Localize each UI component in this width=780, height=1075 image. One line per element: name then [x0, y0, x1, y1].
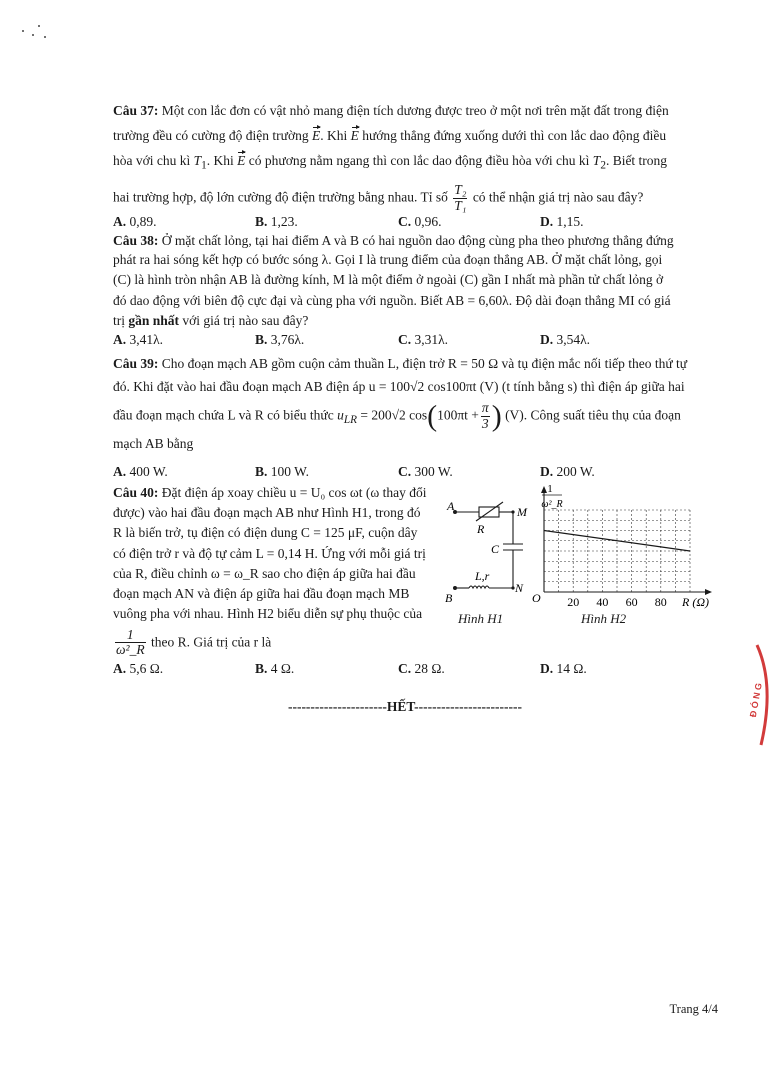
question-text: hòa với chu kì: [113, 153, 191, 169]
question-text: có thể nhận giá trị nào sau đây?: [472, 189, 644, 205]
y-label-numerator: 1: [547, 483, 553, 495]
symbol-t2: T: [592, 153, 601, 169]
math-expression: = 200√2 cos: [360, 407, 428, 423]
option-d[interactable]: D. 14 Ω.: [540, 661, 587, 676]
options-39: [113, 463, 713, 481]
label-n: N: [515, 581, 524, 595]
question-text: hướng thẳng đứng xuống dưới thì con lắc dao động điều: [362, 128, 667, 144]
question-text: được) vào hai đầu đoạn mạch AB như Hình H1, trong đó: [113, 505, 421, 521]
origin-label: O: [532, 591, 541, 605]
fraction-numerator: π: [481, 400, 489, 416]
question-text: . Khi: [206, 153, 234, 169]
question-text: theo R. Giá trị của r là: [150, 633, 272, 649]
node-b: [453, 586, 457, 590]
question-38: [113, 232, 713, 330]
x-axis-label: R (Ω): [682, 595, 709, 609]
question-text: với giá trị nào sau đây?: [182, 312, 309, 328]
label-c: C: [491, 542, 500, 556]
question-text: mạch AB bằng: [113, 436, 194, 452]
label-a: A: [447, 499, 455, 513]
options-37: [113, 213, 713, 231]
option-c[interactable]: C. 28 Ω.: [398, 661, 445, 676]
vector-e: E: [351, 127, 359, 145]
question-text: có điện trở r và độ tự cảm L = 0,14 H. Ứng với mỗi giá trị: [113, 545, 426, 561]
emphasis-text: gần nhất: [128, 312, 180, 328]
question-text: . Khi: [320, 128, 348, 144]
question-text: đó. Khi đặt vào hai đầu đoạn mạch AB điện áp u = 100√2 cos100πt (V) (t tính bằng s) thì điện áp giữa hai: [113, 379, 685, 395]
question-text: (V). Công suất tiêu thụ của đoạn: [505, 407, 681, 423]
x-tick-label: 20: [567, 595, 580, 609]
options-40: [113, 660, 713, 678]
question-40: [113, 484, 453, 658]
question-label: Câu 40:: [113, 485, 159, 500]
question-39: [113, 355, 713, 453]
question-text: trị: [113, 312, 125, 328]
circuit-diagram-h1: [445, 496, 535, 608]
question-text: vuông pha với nhau. Hình H2 biểu diễn sự phụ thuộc của: [113, 606, 423, 622]
label-b: B: [445, 591, 453, 605]
question-text: Đặt điện áp xoay chiều u = U₀ cos ωt (ω thay đổi: [161, 485, 427, 500]
fraction-denominator: ω²_R: [116, 642, 145, 658]
question-text: phát ra hai sóng kết hợp có bước sóng λ. Gọi I là trung điểm của đoạn thẳng AB. Ở mặt chất lỏng, gọi: [113, 252, 663, 268]
fraction-numerator: T₂: [454, 182, 467, 198]
option-d[interactable]: D. 1,15.: [540, 214, 584, 229]
caption-h2: Hình H2: [581, 611, 627, 626]
question-37: [113, 102, 713, 214]
option-a[interactable]: A. 0,89.: [113, 214, 157, 229]
math-expression: 100πt +: [437, 407, 479, 423]
end-marker: ----------------------HẾT------------------------: [287, 699, 523, 714]
label-r: R: [477, 522, 485, 536]
pi-over-three: [481, 401, 490, 432]
graph-h2: [530, 480, 715, 610]
options-38: [113, 331, 713, 349]
x-tick-label: 80: [654, 595, 667, 609]
fraction-denominator: T₁: [454, 198, 467, 214]
subscript: 2: [600, 160, 606, 173]
question-text: Một con lắc đơn có vật nhỏ mang điện tích dương được treo ở một nơi trên mặt đất trong điện: [161, 103, 669, 118]
paren-close: ): [491, 399, 502, 433]
question-text: đầu đoạn mạch chứa L và R có biểu thức: [113, 407, 334, 423]
vector-e: E: [237, 152, 245, 170]
symbol-t1: T: [193, 153, 202, 169]
question-text: của R, điều chỉnh ω = ω_R sao cho điện áp giữa hai đầu: [113, 565, 416, 581]
graph-grid: [544, 510, 690, 592]
fraction-numerator: 1: [115, 628, 146, 644]
stamp-text: Đ Ó N G: [747, 682, 764, 718]
red-stamp: [735, 640, 775, 750]
page-number: Trang 4/4: [669, 1002, 718, 1016]
option-b[interactable]: B. 100 W.: [255, 464, 310, 479]
question-label: Câu 38:: [113, 233, 159, 248]
y-axis-arrow: [541, 486, 547, 493]
symbol-u: u: [337, 407, 344, 423]
question-text: đó dao động với biên độ cực đại và cùng pha với nguồn. Biết AB = 6,60λ. Độ dài đoạn thẳng MI có giá: [113, 292, 671, 308]
option-b[interactable]: B. 3,76λ.: [255, 332, 305, 347]
fraction-denominator: 3: [481, 416, 489, 432]
inverse-omega-fraction: [115, 628, 146, 659]
option-d[interactable]: D. 200 W.: [540, 464, 595, 479]
question-text: . Biết trong: [605, 153, 668, 169]
x-tick-label: 40: [596, 595, 609, 609]
option-a[interactable]: A. 3,41λ.: [113, 332, 164, 347]
label-m: M: [517, 505, 527, 519]
question-text: trường đều có cường độ điện trường: [113, 128, 309, 144]
option-c[interactable]: C. 0,96.: [398, 214, 442, 229]
ratio-fraction: [453, 183, 467, 214]
question-text: (C) là hình tròn nhận AB là đường kính, M là một điểm ở ngoài (C) gần I nhất mà phần tử chất lỏng ở: [113, 272, 664, 288]
question-label: Câu 39:: [113, 356, 159, 371]
y-label-denominator: ω²_R: [541, 499, 563, 510]
option-a[interactable]: A. 5,6 Ω.: [113, 661, 164, 676]
question-text: hai trường hợp, độ lớn cường độ điện trường bằng nhau. Tỉ số: [113, 189, 448, 205]
option-c[interactable]: C. 3,31λ.: [398, 332, 449, 347]
question-text: đoạn mạch AN và điện áp giữa hai đầu đoạn mạch MB: [113, 586, 410, 602]
option-b[interactable]: B. 4 Ω.: [255, 661, 295, 676]
x-tick-label: 60: [625, 595, 638, 609]
vector-e: E: [312, 127, 320, 145]
question-text: Ở mặt chất lỏng, tại hai điểm A và B có hai nguồn dao động cùng pha theo phương thẳng đứng: [161, 233, 674, 248]
subscript: LR: [343, 414, 357, 427]
option-b[interactable]: B. 1,23.: [255, 214, 298, 229]
scan-specks: [22, 22, 52, 42]
option-a[interactable]: A. 400 W.: [113, 464, 168, 479]
question-text: Cho đoạn mạch AB gồm cuộn cảm thuần L, điện trở R = 50 Ω và tụ điện mắc nối tiếp theo thứ tự: [161, 356, 688, 371]
option-c[interactable]: C. 300 W.: [398, 464, 453, 479]
question-label: Câu 37:: [113, 103, 159, 118]
question-text: R là biến trở, tụ điện có điện dung C = 125 μF, cuộn dây: [113, 525, 418, 541]
label-lr: L,r: [475, 569, 490, 583]
question-text: có phương nằm ngang thì con lắc dao động điều hòa với chu kì: [248, 153, 590, 169]
paren-open: (: [427, 399, 438, 433]
option-d[interactable]: D. 3,54λ.: [540, 332, 591, 347]
caption-h1: Hình H1: [458, 611, 504, 626]
subscript: 1: [201, 160, 207, 173]
